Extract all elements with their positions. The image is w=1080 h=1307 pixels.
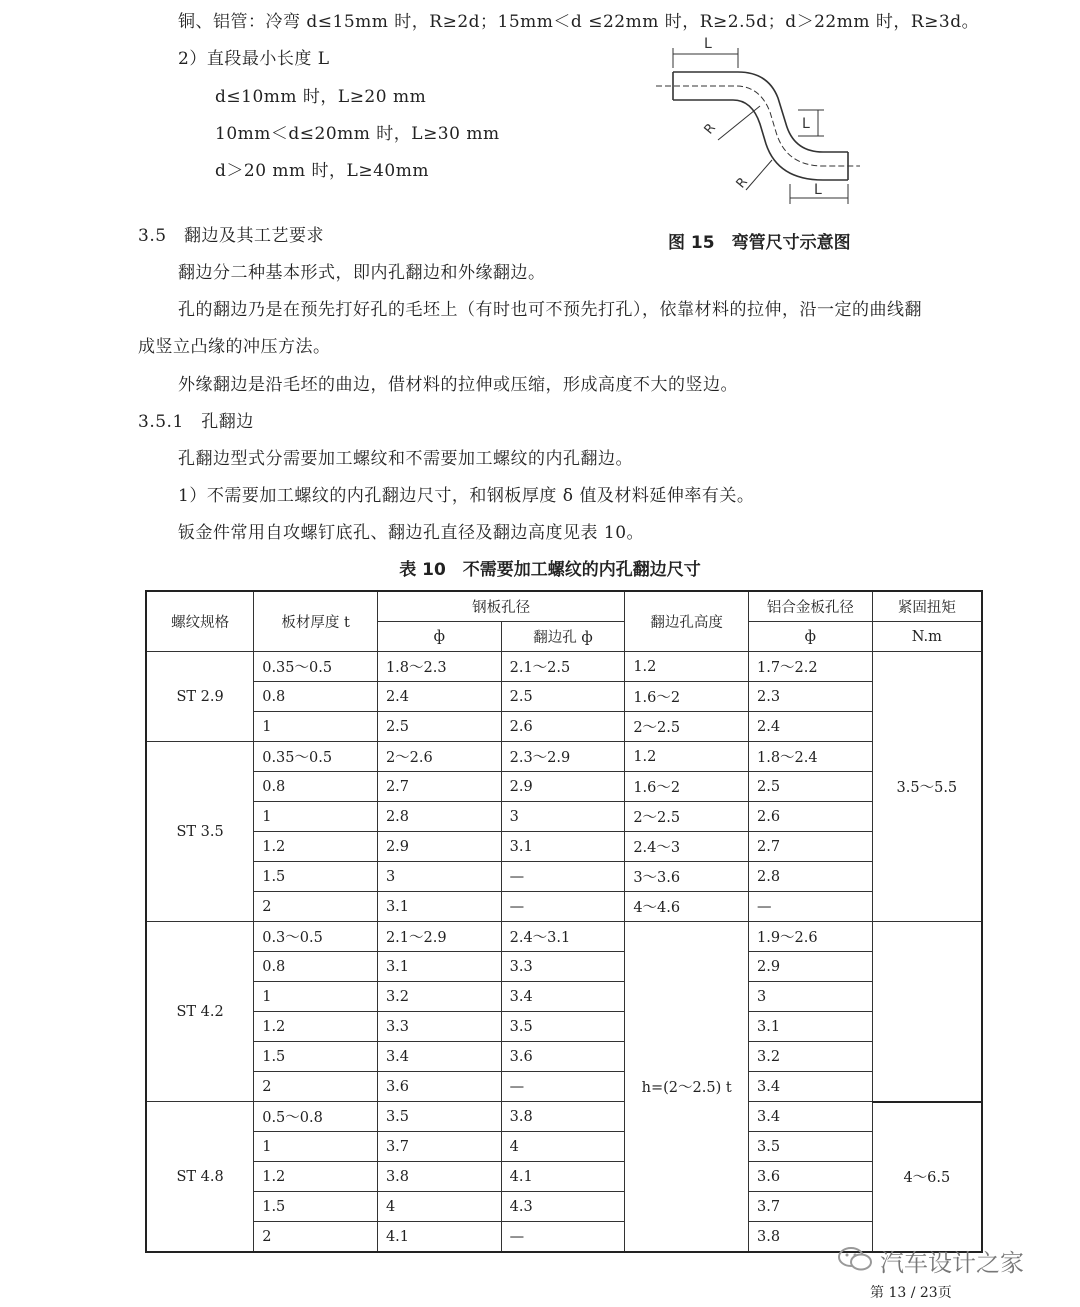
table-row bbox=[146, 682, 982, 712]
cell-flange-height: 2～2.5 bbox=[625, 712, 749, 742]
cell-al-phi: 1.9～2.6 bbox=[749, 922, 873, 952]
fig-label-l-bottom: L bbox=[814, 182, 822, 198]
header-flange-height: 翻边孔高度 bbox=[625, 591, 749, 652]
text-line-length-2: 10mm＜d≤20mm 时，L≥30 mm bbox=[215, 124, 500, 144]
header-torque: 紧固扭矩 bbox=[872, 591, 982, 622]
cell-steel-phi: 3.7 bbox=[377, 1132, 501, 1162]
cell-thickness: 2 bbox=[254, 1222, 378, 1253]
cell-thickness: 1.2 bbox=[254, 1162, 378, 1192]
section-heading-3-5-1: 3.5.1 孔翻边 bbox=[138, 412, 254, 432]
cell-thickness: 0.5～0.8 bbox=[254, 1102, 378, 1132]
table-row bbox=[146, 1162, 982, 1192]
table-row bbox=[146, 772, 982, 802]
fig-label-l-top: L bbox=[704, 36, 712, 52]
fig-label-l-right: L bbox=[802, 116, 810, 132]
section-heading-3-5: 3.5 翻边及其工艺要求 bbox=[138, 226, 325, 246]
cell-steel-phi: 3 bbox=[377, 862, 501, 892]
cell-steel-flange-phi: 3.3 bbox=[501, 952, 625, 982]
cell-steel-phi: 2.9 bbox=[377, 832, 501, 862]
cell-thickness: 1.5 bbox=[254, 1042, 378, 1072]
cell-al-phi: 2.4 bbox=[749, 712, 873, 742]
paragraph-table-reference: 钣金件常用自攻螺钉底孔、翻边孔直径及翻边高度见表 10。 bbox=[178, 523, 645, 543]
header-torque-unit: N.m bbox=[872, 622, 982, 652]
group-spec: ST 4.8 bbox=[146, 1102, 254, 1253]
fig-label-r-upper: R bbox=[701, 120, 719, 138]
cell-al-phi: 3.5 bbox=[749, 1132, 873, 1162]
cell-steel-phi: 3.1 bbox=[377, 952, 501, 982]
cell-steel-flange-phi: 2.4～3.1 bbox=[501, 922, 625, 952]
cell-al-phi: 2.5 bbox=[749, 772, 873, 802]
cell-steel-flange-phi: — bbox=[501, 1222, 625, 1253]
paragraph-outer-flanging: 外缘翻边是沿毛坯的曲边，借材料的拉伸或压缩，形成高度不大的竖边。 bbox=[178, 375, 738, 395]
paragraph-hole-flanging-2: 成竖立凸缘的冲压方法。 bbox=[138, 337, 331, 357]
table-row bbox=[146, 892, 982, 922]
cell-al-phi: 1.7～2.2 bbox=[749, 652, 873, 682]
cell-flange-height: 1.6～2 bbox=[625, 772, 749, 802]
header-thickness: 板材厚度 t bbox=[254, 591, 378, 652]
cell-thickness: 1.2 bbox=[254, 832, 378, 862]
figure-caption: 图 15 弯管尺寸示意图 bbox=[668, 233, 851, 253]
cell-steel-flange-phi: — bbox=[501, 892, 625, 922]
table-row bbox=[146, 1042, 982, 1072]
table-row bbox=[146, 1072, 982, 1102]
cell-flange-height: 1.2 bbox=[625, 652, 749, 682]
cell-flange-height: 1.6～2 bbox=[625, 682, 749, 712]
cell-thickness: 2 bbox=[254, 1072, 378, 1102]
header-steel-hole: 钢板孔径 bbox=[377, 591, 624, 622]
cell-steel-phi: 2.5 bbox=[377, 712, 501, 742]
paragraph-flanging-types: 翻边分二种基本形式，即内孔翻边和外缘翻边。 bbox=[178, 263, 546, 283]
cell-steel-phi: 2.1～2.9 bbox=[377, 922, 501, 952]
cell-al-phi: 3.1 bbox=[749, 1012, 873, 1042]
cell-al-phi: — bbox=[749, 892, 873, 922]
cell-thickness: 1 bbox=[254, 982, 378, 1012]
cell-thickness: 0.8 bbox=[254, 772, 378, 802]
cell-torque-merged: 3.5～5.5 bbox=[872, 652, 982, 922]
text-line-min-length: 2）直段最小长度 L bbox=[178, 49, 330, 69]
table-row bbox=[146, 1102, 982, 1132]
cell-thickness: 0.35～0.5 bbox=[254, 652, 378, 682]
cell-steel-phi: 2.7 bbox=[377, 772, 501, 802]
cell-thickness: 2 bbox=[254, 892, 378, 922]
table-row bbox=[146, 862, 982, 892]
cell-steel-flange-phi: 3.1 bbox=[501, 832, 625, 862]
cell-al-phi: 3.6 bbox=[749, 1162, 873, 1192]
cell-thickness: 0.8 bbox=[254, 952, 378, 982]
cell-flange-height: 3～3.6 bbox=[625, 862, 749, 892]
cell-steel-phi: 3.6 bbox=[377, 1072, 501, 1102]
table-row bbox=[146, 952, 982, 982]
text-line-length-1: d≤10mm 时，L≥20 mm bbox=[215, 87, 427, 107]
table-row bbox=[146, 922, 982, 952]
cell-al-phi: 2.8 bbox=[749, 862, 873, 892]
cell-thickness: 1 bbox=[254, 802, 378, 832]
cell-steel-flange-phi: 2.1～2.5 bbox=[501, 652, 625, 682]
header-spec: 螺纹规格 bbox=[146, 591, 254, 652]
cell-al-phi: 3.2 bbox=[749, 1042, 873, 1072]
flange-dimension-table bbox=[145, 590, 983, 1253]
cell-steel-flange-phi: — bbox=[501, 862, 625, 892]
cell-thickness: 1.2 bbox=[254, 1012, 378, 1042]
cell-flange-height: 1.2 bbox=[625, 742, 749, 772]
cell-flange-height: 4～4.6 bbox=[625, 892, 749, 922]
group-spec: ST 3.5 bbox=[146, 742, 254, 922]
cell-steel-flange-phi: — bbox=[501, 1072, 625, 1102]
text-line-copper-bend: 铜、铝管：冷弯 d≤15mm 时，R≥2d；15mm＜d ≤22mm 时，R≥2.5d；d＞22mm 时，R≥3d。 bbox=[178, 12, 980, 32]
table-row bbox=[146, 742, 982, 772]
cell-al-phi: 3.7 bbox=[749, 1192, 873, 1222]
cell-al-phi: 3.4 bbox=[749, 1102, 873, 1132]
cell-steel-phi: 3.3 bbox=[377, 1012, 501, 1042]
cell-steel-phi: 4 bbox=[377, 1192, 501, 1222]
table-row bbox=[146, 1132, 982, 1162]
cell-torque-merged: 4～6.5 bbox=[872, 1102, 982, 1253]
cell-al-phi: 3.8 bbox=[749, 1222, 873, 1253]
cell-torque-blank bbox=[872, 922, 982, 1102]
paragraph-hole-flanging-1: 孔的翻边乃是在预先打好孔的毛坯上（有时也可不预先打孔），依靠材料的拉伸，沿一定的曲线翻 bbox=[178, 300, 922, 320]
cell-thickness: 0.3～0.5 bbox=[254, 922, 378, 952]
bent-pipe-diagram bbox=[648, 28, 878, 208]
cell-flange-height: 2.4～3 bbox=[625, 832, 749, 862]
table-row bbox=[146, 982, 982, 1012]
cell-flange-height: 2～2.5 bbox=[625, 802, 749, 832]
cell-thickness: 0.35～0.5 bbox=[254, 742, 378, 772]
table-row bbox=[146, 832, 982, 862]
cell-steel-phi: 3.1 bbox=[377, 892, 501, 922]
cell-steel-flange-phi: 3.4 bbox=[501, 982, 625, 1012]
cell-steel-flange-phi: 3.6 bbox=[501, 1042, 625, 1072]
page-number: 第 13 / 23页 bbox=[870, 1285, 952, 1301]
table-row bbox=[146, 1012, 982, 1042]
cell-steel-phi: 3.5 bbox=[377, 1102, 501, 1132]
cell-steel-flange-phi: 4.1 bbox=[501, 1162, 625, 1192]
cell-al-phi: 3.4 bbox=[749, 1072, 873, 1102]
wechat-icon bbox=[836, 1245, 876, 1273]
cell-steel-phi: 1.8～2.3 bbox=[377, 652, 501, 682]
cell-steel-phi: 3.4 bbox=[377, 1042, 501, 1072]
cell-steel-flange-phi: 2.6 bbox=[501, 712, 625, 742]
group-spec: ST 4.2 bbox=[146, 922, 254, 1102]
text-line-length-3: d＞20 mm 时，L≥40mm bbox=[215, 161, 429, 181]
cell-steel-phi: 2～2.6 bbox=[377, 742, 501, 772]
table-row bbox=[146, 1192, 982, 1222]
cell-steel-flange-phi: 4 bbox=[501, 1132, 625, 1162]
cell-al-phi: 2.7 bbox=[749, 832, 873, 862]
cell-al-phi: 2.3 bbox=[749, 682, 873, 712]
cell-steel-phi: 4.1 bbox=[377, 1222, 501, 1253]
cell-al-phi: 2.6 bbox=[749, 802, 873, 832]
cell-flange-height-merged: h=(2～2.5) t bbox=[625, 922, 749, 1253]
cell-thickness: 1 bbox=[254, 712, 378, 742]
cell-steel-phi: 3.8 bbox=[377, 1162, 501, 1192]
fig-label-r-lower: R bbox=[733, 174, 751, 192]
cell-steel-flange-phi: 3.8 bbox=[501, 1102, 625, 1132]
footer-brand: 汽车设计之家 bbox=[880, 1249, 1024, 1277]
cell-steel-flange-phi: 3 bbox=[501, 802, 625, 832]
table-title: 表 10 不需要加工螺纹的内孔翻边尺寸 bbox=[399, 560, 701, 580]
paragraph-no-thread-flange: 1）不需要加工螺纹的内孔翻边尺寸，和钢板厚度 δ 值及材料延伸率有关。 bbox=[178, 486, 755, 506]
cell-steel-phi: 2.8 bbox=[377, 802, 501, 832]
cell-steel-phi: 3.2 bbox=[377, 982, 501, 1012]
header-al-hole: 铝合金板孔径 bbox=[749, 591, 873, 622]
table-row bbox=[146, 712, 982, 742]
paragraph-flange-types: 孔翻边型式分需要加工螺纹和不需要加工螺纹的内孔翻边。 bbox=[178, 449, 633, 469]
cell-thickness: 0.8 bbox=[254, 682, 378, 712]
header-al-phi: ф bbox=[749, 622, 873, 652]
cell-steel-flange-phi: 2.5 bbox=[501, 682, 625, 712]
header-steel-phi: ф bbox=[377, 622, 501, 652]
cell-steel-phi: 2.4 bbox=[377, 682, 501, 712]
cell-steel-flange-phi: 4.3 bbox=[501, 1192, 625, 1222]
cell-thickness: 1 bbox=[254, 1132, 378, 1162]
cell-al-phi: 3 bbox=[749, 982, 873, 1012]
cell-al-phi: 1.8～2.4 bbox=[749, 742, 873, 772]
cell-thickness: 1.5 bbox=[254, 1192, 378, 1222]
group-spec: ST 2.9 bbox=[146, 652, 254, 742]
cell-steel-flange-phi: 3.5 bbox=[501, 1012, 625, 1042]
cell-thickness: 1.5 bbox=[254, 862, 378, 892]
cell-steel-flange-phi: 2.9 bbox=[501, 772, 625, 802]
table-row bbox=[146, 652, 982, 682]
table-row bbox=[146, 802, 982, 832]
header-steel-flange-phi: 翻边孔 ф bbox=[501, 622, 625, 652]
cell-steel-flange-phi: 2.3～2.9 bbox=[501, 742, 625, 772]
cell-al-phi: 2.9 bbox=[749, 952, 873, 982]
